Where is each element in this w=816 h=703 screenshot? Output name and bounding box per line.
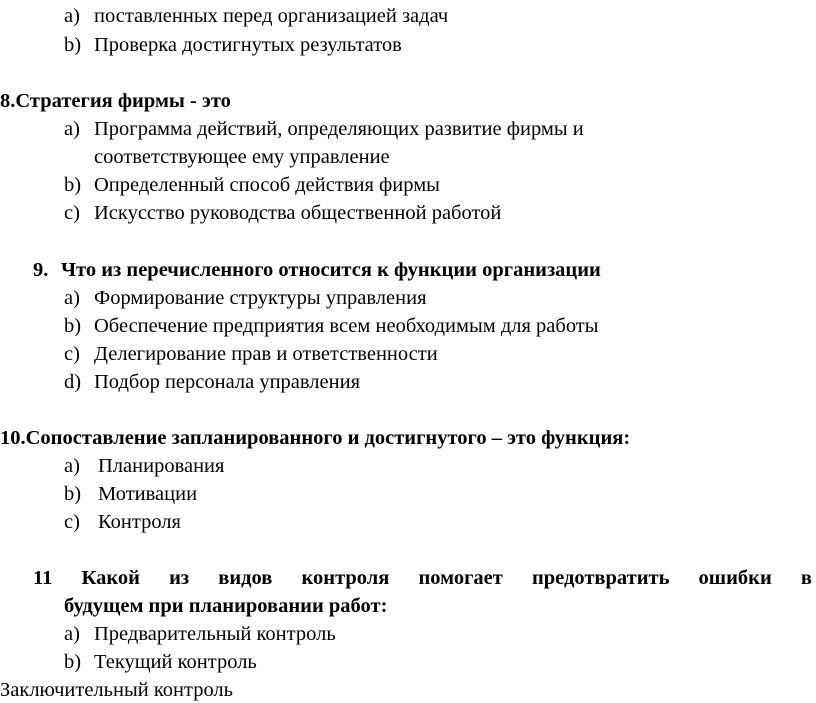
option-marker: a)	[64, 455, 80, 477]
q9-option-a	[64, 286, 427, 310]
q11-option-a	[64, 622, 336, 646]
q10-option-a	[64, 454, 224, 478]
q8-title: 8.Стратегия фирмы - это	[0, 90, 231, 112]
q11-title-line2: будущем при планировании работ:	[64, 595, 388, 617]
q8-option-b	[64, 173, 440, 197]
q9-title	[33, 258, 601, 282]
option-marker: c)	[64, 511, 80, 533]
q11-number: 11	[33, 567, 53, 589]
option-text: Делегирование прав и ответственности	[94, 343, 438, 365]
q10-option-b	[64, 482, 197, 506]
option-text: Проверка достигнутых результатов	[94, 34, 402, 56]
option-text: Подбор персонала управления	[94, 371, 360, 393]
option-marker: b)	[64, 34, 82, 56]
option-text: Предварительный контроль	[94, 623, 336, 645]
option-marker: b)	[64, 174, 82, 196]
option-marker: d)	[64, 371, 82, 393]
q9-option-d	[64, 370, 360, 394]
q8-option-a-continuation: соответствующее ему управление	[94, 146, 390, 168]
option-text: Программа действий, определяющих развитие фирмы и	[94, 118, 584, 140]
option-marker: a)	[64, 287, 80, 309]
option-text: Искусство руководства общественной работой	[94, 202, 502, 224]
option-marker: b)	[64, 483, 82, 505]
q11-word: из	[169, 567, 190, 589]
q11-word: видов	[218, 567, 273, 589]
q11-title-line1	[33, 566, 812, 590]
q9-title-text: Что из перечисленного относится к функции организации	[61, 259, 601, 281]
option-text: Текущий контроль	[94, 651, 257, 673]
q11-word: в	[800, 567, 812, 589]
q11-word: помогает	[418, 567, 503, 589]
q9-option-c	[64, 342, 438, 366]
q11-option-b	[64, 650, 257, 674]
q9-number: 9.	[33, 259, 49, 281]
q11-word: контроля	[301, 567, 390, 589]
q10-title: 10.Сопоставление запланированного и достигнутого – это функция:	[0, 427, 631, 449]
option-marker: c)	[64, 202, 80, 224]
q9-option-b	[64, 314, 599, 338]
q7-option-a	[64, 4, 448, 28]
option-marker: c)	[64, 343, 80, 365]
option-text: Обеспечение предприятия всем необходимым для работы	[94, 315, 599, 337]
q11-word: Какой	[81, 567, 140, 589]
q7-option-b	[64, 33, 402, 57]
option-text: Контроля	[98, 511, 181, 533]
option-marker: b)	[64, 651, 82, 673]
option-marker: a)	[64, 118, 80, 140]
q11-word: ошибки	[698, 567, 772, 589]
option-marker: a)	[64, 623, 80, 645]
option-text: Определенный способ действия фирмы	[94, 174, 440, 196]
option-text: Планирования	[98, 455, 225, 477]
option-marker: a)	[64, 5, 80, 27]
option-text: Мотивации	[98, 483, 198, 505]
q11-trailing-option: Заключительный контроль	[0, 679, 234, 701]
q8-option-c	[64, 201, 501, 225]
option-text: поставленных перед организацией задач	[94, 5, 449, 27]
option-text: Формирование структуры управления	[94, 287, 427, 309]
q8-option-a	[64, 117, 584, 141]
option-marker: b)	[64, 315, 82, 337]
q10-option-c	[64, 510, 181, 534]
q11-word: предотвратить	[531, 567, 670, 589]
